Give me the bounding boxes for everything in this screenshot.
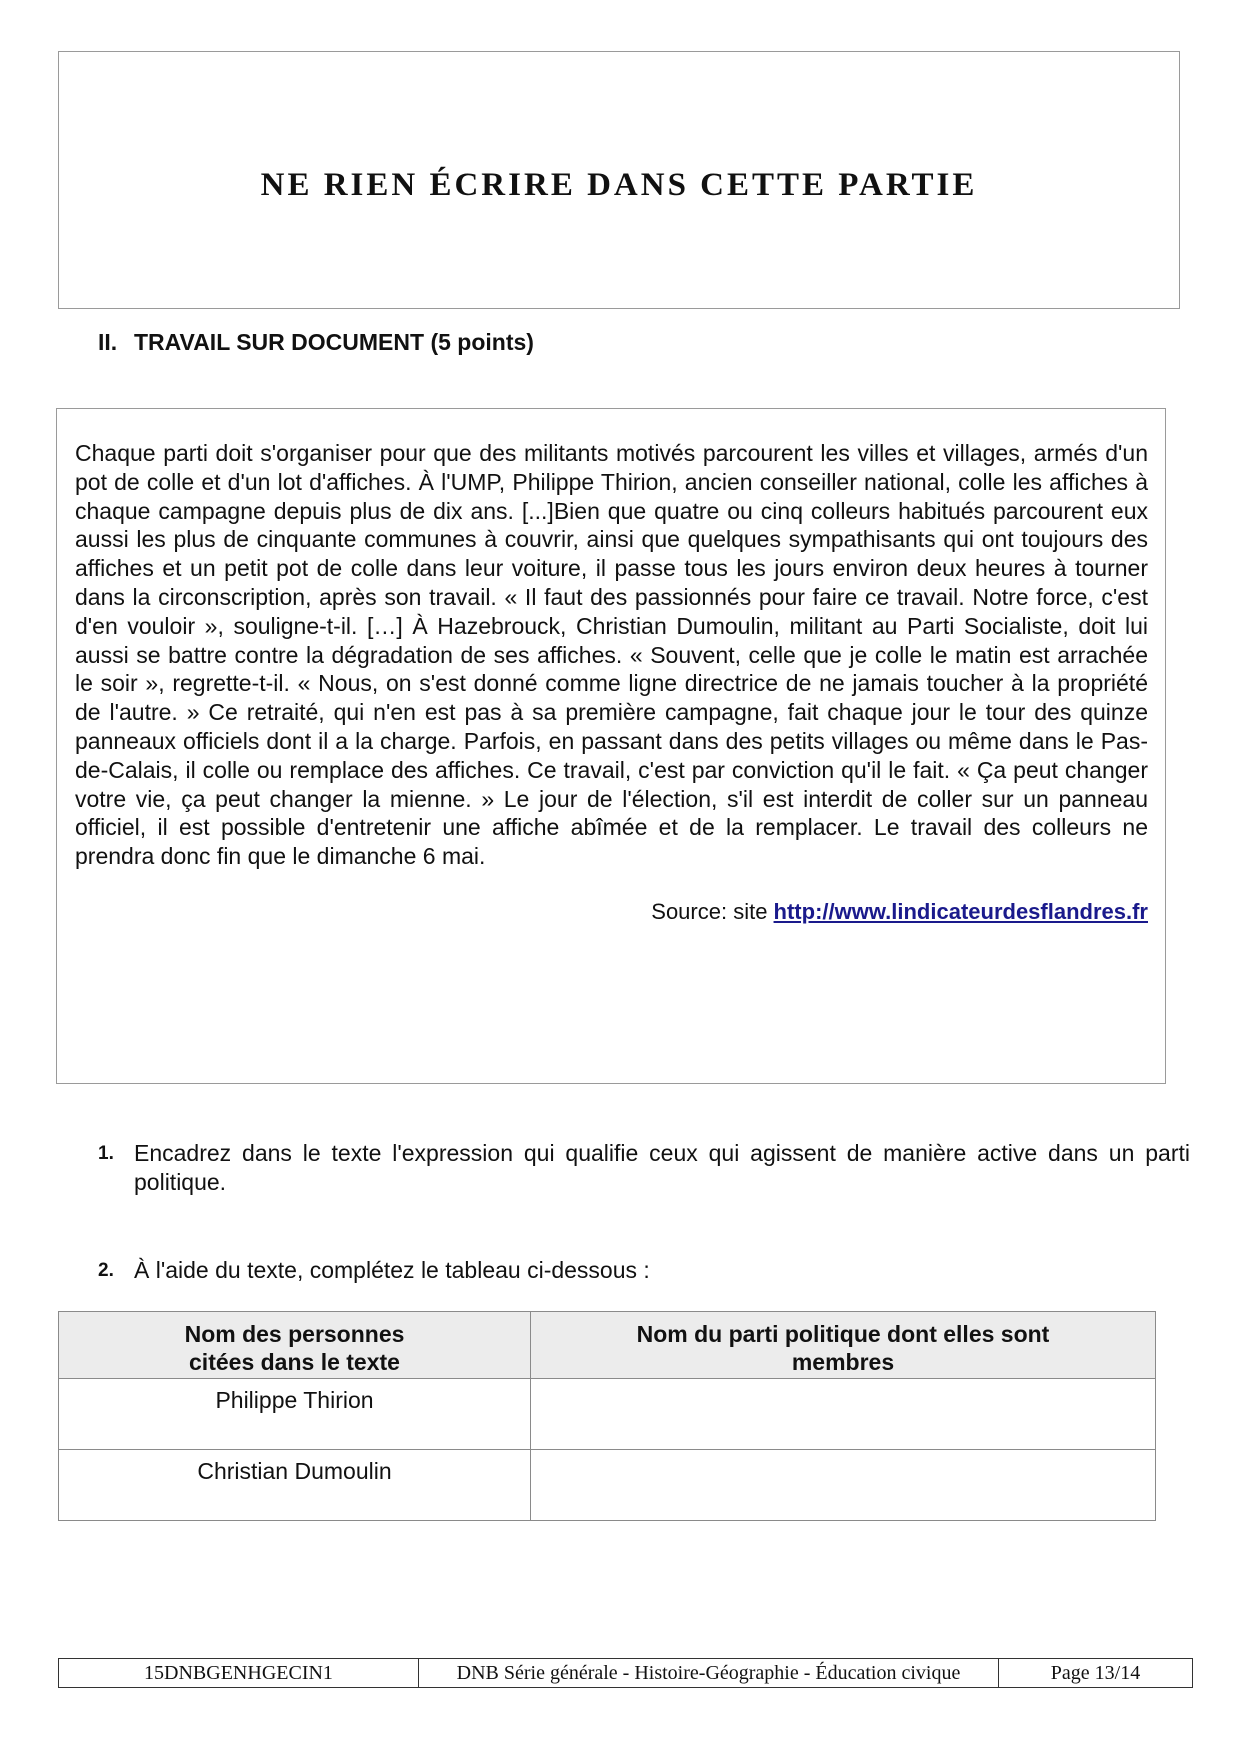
document-box [56,408,1166,1084]
question-text: Encadrez dans le texte l'expression qui qualifie ceux qui agissent de manière active dans un parti politique. [134,1140,1190,1195]
party-answer-cell[interactable] [531,1450,1156,1521]
question-text: À l'aide du texte, complétez le tableau ci-dessous : [134,1257,650,1283]
page-number: Page 13/14 [999,1659,1193,1688]
question-1 [98,1139,1190,1197]
column-header-persons-label: Nom des personnes citées dans le texte [184,1321,405,1375]
source-link[interactable]: http://www.lindicateurdesflandres.fr [773,898,1148,924]
section-title: TRAVAIL SUR DOCUMENT (5 points) [134,329,534,355]
column-header-persons [59,1312,531,1379]
person-cell: Philippe Thirion [59,1379,531,1450]
question-number: 1. [98,1143,114,1164]
question-number: 2. [98,1260,114,1281]
source-label: Source: site [651,898,774,924]
answer-table [58,1311,1156,1521]
document-text: Chaque parti doit s'organiser pour que des militants motivés parcourent les villes et villages, armés d'un pot de colle et d'un lot d'affiches. À l'UMP, Philippe Thirion, ancien conseiller national, colle les affiches à chaque campagne depuis plus de dix ans. [...]Bien que quatre ou cinq colleurs habitués parcourent eux aussi les plus de cinquante communes à couvrir, ainsi que quelques sympathisants qui ont toujours des affiches et un petit pot de colle dans leur voiture, il passe tous les jours environ deux heures à tourner dans la circonscription, après son travail. « Il faut des passionnés pour faire ce travail. Notre force, c'est d'en vouloir », souligne-t-il. […] À Hazebrouck, Christian Dumoulin, militant au Parti Socialiste, doit lui aussi se battre contre la dégradation de ses affiches. « Souvent, celle que je colle le matin est arrachée le soir », regrette-t-il. « Nous, on s'est donné comme ligne directrice de ne jamais toucher à la propriété de l'autre. » Ce retraité, qui n'en est pas à sa première campagne, fait chaque jour le tour des quinze panneaux officiels dont il a la charge. Parfois, en passant dans des petits villages ou même dans le Pas-de-Calais, il colle ou remplace des affiches. Ce travail, c'est par conviction qu'il le fait. « Ça peut changer votre vie, ça peut changer la mienne. » Le jour de l'élection, s'il est interdit de coller sur un panneau officiel, il est possible d'entretenir une affiche abîmée et de la remplacer. Le travail des colleurs ne prendra donc fin que le dimanche 6 mai. [75,440,1148,870]
question-2 [98,1256,1190,1285]
party-answer-cell[interactable] [531,1379,1156,1450]
section-number: II. [98,329,118,355]
page-footer [58,1658,1193,1688]
table-row [59,1450,1156,1521]
table-header-row [59,1312,1156,1379]
table-row [59,1379,1156,1450]
header-title: NE RIEN ÉCRIRE DANS CETTE PARTIE [260,166,978,203]
document-source [75,899,1148,925]
exam-subject: DNB Série générale - Histoire-Géographie - Éducation civique [419,1659,999,1688]
do-not-write-zone [58,51,1180,309]
exam-code: 15DNBGENHGECIN1 [59,1659,419,1688]
section-heading [98,329,534,356]
column-header-party [531,1312,1156,1379]
person-cell: Christian Dumoulin [59,1450,531,1521]
column-header-party-label: Nom du parti politique dont elles sont membres [636,1321,1050,1375]
